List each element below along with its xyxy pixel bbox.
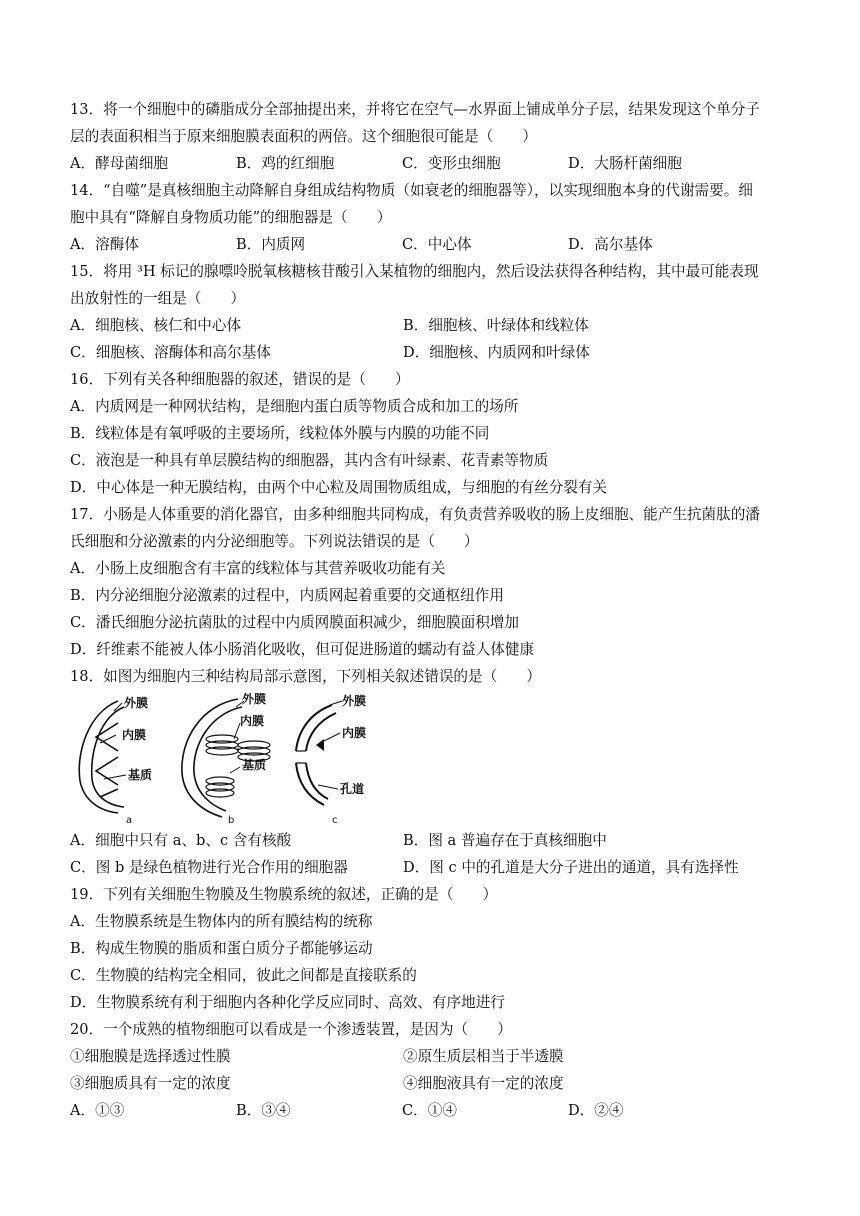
organelle-figure: [70, 693, 790, 825]
option-d[interactable]: D．②④: [568, 1102, 624, 1119]
options-row: [70, 312, 790, 339]
label-inner-membrane-a: 内膜: [122, 728, 147, 742]
label-inner-membrane-b: 内膜: [240, 714, 265, 728]
option-a[interactable]: A．细胞核、核仁和中心体: [70, 317, 242, 334]
mitochondrion-diagram: [79, 701, 126, 813]
option-a[interactable]: A．生物膜系统是生物体内的所有膜结构的统称: [70, 913, 373, 930]
question-15: [70, 258, 790, 366]
option-b[interactable]: B．线粒体是有氧呼吸的主要场所，线粒体外膜与内膜的功能不同: [70, 425, 490, 442]
option-c[interactable]: C．生物膜的结构完全相同，彼此之间都是直接联系的: [70, 967, 417, 984]
label-pore-c: 孔道: [340, 782, 365, 796]
option-d[interactable]: D．细胞核、内质网和叶绿体: [403, 344, 590, 361]
option-a[interactable]: A．内质网是一种网状结构，是细胞内蛋白质等物质合成和加工的场所: [70, 398, 519, 415]
options-row: [70, 827, 790, 854]
question-17: [70, 501, 790, 663]
label-outer-membrane-c: 外膜: [342, 694, 367, 708]
question-stem: 14．“自噬”是真核细胞主动降解自身组成结构物质（如衰老的细胞器等），以实现细胞本身的代谢需要。细: [70, 182, 753, 199]
options-row: [70, 231, 790, 258]
question-stem: 13．将一个细胞中的磷脂成分全部抽提出来，并将它在空气—水界面上铺成单分子层，结果发现这个单分子: [70, 101, 760, 118]
options-row: [70, 1097, 790, 1124]
option-d[interactable]: D．图 c 中的孔道是大分子进出的通道，具有选择性: [403, 859, 739, 876]
question-stem: 19．下列有关细胞生物膜及生物膜系统的叙述，正确的是（ ）: [70, 886, 498, 903]
question-18: [70, 663, 790, 881]
statement-3: ③细胞质具有一定的浓度: [70, 1075, 231, 1092]
question-14: [70, 177, 790, 258]
option-d[interactable]: D．中心体是一种无膜结构，由两个中心粒及周围物质组成，与细胞的有丝分裂有关: [70, 479, 608, 496]
option-b[interactable]: B．内分泌细胞分泌激素的过程中，内质网起着重要的交通枢纽作用: [70, 587, 504, 604]
question-stem: 胞中具有“降解自身物质功能”的细胞器是（ ）: [70, 209, 392, 226]
option-a[interactable]: A．①③: [70, 1102, 125, 1119]
caption-c: c: [332, 815, 338, 825]
question-stem: 16．下列有关各种细胞器的叙述，错误的是（ ）: [70, 371, 410, 388]
option-b[interactable]: B．图 a 普遍存在于真核细胞中: [403, 832, 607, 849]
label-matrix-a: 基质: [128, 768, 153, 782]
option-b[interactable]: B．内质网: [236, 236, 306, 253]
exam-page: [70, 96, 790, 1124]
question-stem: 层的表面积相当于原来细胞膜表面积的两倍。这个细胞很可能是（ ）: [70, 128, 538, 145]
label-matrix-b: 基质: [242, 758, 267, 772]
nuclear-pore-marker: [316, 739, 324, 751]
options-row: [70, 339, 790, 366]
option-b[interactable]: B．构成生物膜的脂质和蛋白质分子都能够运动: [70, 940, 373, 957]
question-16: [70, 366, 790, 501]
option-c[interactable]: C．变形虫细胞: [402, 155, 501, 172]
question-stem: 出放射性的一组是（ ）: [70, 290, 246, 307]
option-c[interactable]: C．中心体: [402, 236, 472, 253]
option-a[interactable]: A．小肠上皮细胞含有丰富的线粒体与其营养吸收功能有关: [70, 560, 446, 577]
statements-row: [70, 1043, 790, 1070]
question-stem: 20．一个成熟的植物细胞可以看成是一个渗透装置，是因为（ ）: [70, 1021, 512, 1038]
question-20: [70, 1016, 790, 1124]
question-19: [70, 881, 790, 1016]
label-inner-membrane-c: 内膜: [342, 726, 367, 740]
caption-b: b: [228, 815, 235, 825]
option-b[interactable]: B．鸡的红细胞: [236, 155, 335, 172]
question-stem: 15．将用 ³H 标记的腺嘌呤脱氧核糖核苷酸引入某植物的细胞内，然后设法获得各种结构，其中最可能表现: [70, 263, 759, 280]
option-d[interactable]: D．纤维素不能被人体小肠消化吸收，但可促进肠道的蠕动有益人体健康: [70, 641, 535, 658]
options-row: [70, 150, 790, 177]
option-b[interactable]: B．③④: [236, 1102, 291, 1119]
nucleus-diagram: [296, 701, 342, 805]
statement-2: ②原生质层相当于半透膜: [403, 1048, 564, 1065]
option-d[interactable]: D．大肠杆菌细胞: [568, 155, 682, 172]
option-c[interactable]: C．图 b 是绿色植物进行光合作用的细胞器: [70, 859, 348, 876]
option-c[interactable]: C．液泡是一种具有单层膜结构的细胞器，其内含有叶绿素、花青素等物质: [70, 452, 549, 469]
label-outer-membrane-b: 外膜: [242, 693, 267, 706]
option-c[interactable]: C．细胞核、溶酶体和高尔基体: [70, 344, 271, 361]
label-outer-membrane-a: 外膜: [124, 696, 149, 710]
statements-row: [70, 1070, 790, 1097]
option-b[interactable]: B．细胞核、叶绿体和线粒体: [403, 317, 589, 334]
option-a[interactable]: A．细胞中只有 a、b、c 含有核酸: [70, 832, 292, 849]
option-a[interactable]: A．溶酶体: [70, 236, 139, 253]
option-c[interactable]: C．①④: [402, 1102, 457, 1119]
statement-4: ④细胞液具有一定的浓度: [403, 1075, 564, 1092]
options-row: [70, 854, 790, 881]
option-d[interactable]: D．生物膜系统有利于细胞内各种化学反应同时、高效、有序地进行: [70, 994, 505, 1011]
question-13: [70, 96, 790, 177]
question-stem: 18．如图为细胞内三种结构局部示意图，下列相关叙述错误的是（ ）: [70, 668, 541, 685]
caption-a: a: [126, 815, 133, 825]
question-stem: 17．小肠是人体重要的消化器官，由多种细胞共同构成，有负责营养吸收的肠上皮细胞、能产生抗菌肽的潘: [70, 506, 760, 523]
organelle-diagram: [70, 693, 380, 825]
statement-1: ①细胞膜是选择透过性膜: [70, 1048, 231, 1065]
question-stem: 氏细胞和分泌激素的内分泌细胞等。下列说法错误的是（ ）: [70, 533, 479, 550]
option-c[interactable]: C．潘氏细胞分泌抗菌肽的过程中内质网膜面积减少，细胞膜面积增加: [70, 614, 519, 631]
option-a[interactable]: A．酵母菌细胞: [70, 155, 169, 172]
option-d[interactable]: D．高尔基体: [568, 236, 653, 253]
